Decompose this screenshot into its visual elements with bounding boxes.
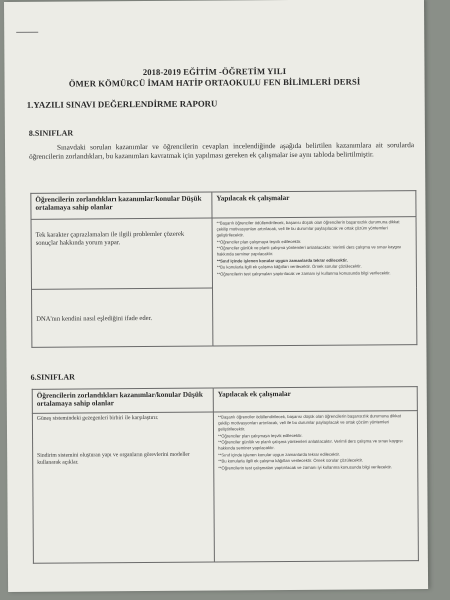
section-6-table: [32, 386, 419, 564]
actions-cell: [213, 411, 418, 562]
table-header-kazanim: Öğrencilerin zorlandıkları kazanımlar/konular Düşük ortalamaya sahip olanlar: [31, 192, 212, 219]
action-item: **Öğrencilerin test çalışmaları yaptırılacak ve zamanı iyi kullanma konusunda bilgi verilecektir.: [216, 269, 391, 277]
pen-mark: [16, 32, 38, 33]
kazanim-cell: [31, 218, 212, 289]
action-item: **Bu konularla ilgili ek çalışma kâğıtları verilecektir. Örnek sorular çözülecektir.: [216, 263, 362, 270]
kazanim-text: Tek karakter çaprazlamaları ile ilgili problemler çözerek sonuçlar hakkında yorum yapar.: [35, 230, 185, 247]
actions-cell: [212, 217, 417, 346]
action-item: **Başarılı öğrenciler ödüllendirilecek, başarısı düşük olan öğrencilerin başarısızlık durumuna dikkat çekilip motivasyonları artırılacak, veli ile bu durumlar paylaşılacak ve ortak çözüm yöntemleri geliştirilecektir.: [216, 219, 400, 238]
document-title-school: ÖMER KÖMÜRCÜ İMAM HATİP ORTAOKULU FEN BİLİMLERİ DERSİ: [68, 76, 361, 89]
action-item: **Başarılı öğrenciler ödüllendirilecek, başarısı düşük olan öğrencilerin başarısızlık durumuna dikkat çekilip motivasyonları artırılacak, veli ile bu durumlar paylaşılacak ve ortak çözüm yöntemleri geliştirilecektir.: [217, 413, 401, 432]
table-header-actions: Yapılacak ek çalışmalar: [212, 191, 416, 218]
kazanim-text: DNA'nın kendini nasıl eşlediğini ifade eder.: [36, 314, 153, 323]
action-item: **Bu konularla ilgili ek çalışma kâğıtları verilecektir. Örnek sorular çözülecektir.: [218, 457, 363, 464]
kazanim-text: Sindirim sistemini oluşturan yapı ve organların görevlerini modeller kullanarak açıklar.: [37, 451, 190, 466]
section-8-table: [30, 190, 417, 348]
kazanim-cell: [32, 288, 213, 347]
kazanim-cell: [32, 412, 214, 563]
table-header-kazanim: Öğrencilerin zorlandıkları kazanımlar/konular Düşük ortalamaya sahip olanlar: [32, 388, 213, 413]
table-header-actions: Yapılacak ek çalışmalar: [213, 387, 417, 412]
action-item: **Öğrenciler günlük ve planlı çalışma yöntemleri anlatılacaktır. Verimli ders çalışma ve sınav kaygısı hakkında seminer yapılacaktır.: [218, 438, 403, 451]
section-8-heading: 8.SINIFLAR: [28, 128, 74, 138]
kazanim-text: Güneş sistemindeki gezegenleri birbiri ile karşılaştırır.: [36, 414, 159, 422]
action-item: **Öğrenciler günlük ve planlı çalışma yöntemleri anlatılacaktır. Verimli ders çalışma ve sınav kaygısı hakkında seminer yapılacaktır.: [216, 244, 402, 257]
action-item: **Sınıf içinde işlenen konular uygun zamanlarda tekrar edilecektir.: [218, 451, 340, 458]
paper-sheet: [4, 0, 428, 592]
report-title: 1.YAZILI SINAVI DEĞERLENDİRME RAPORU: [26, 98, 218, 110]
action-item: **Sınıf içinde işlenen konular uygun zamanlarda tekrar edilecektir.: [216, 257, 348, 264]
action-item: **Öğrenciler plan çalışmaya teşvik edilecektir.: [218, 432, 303, 439]
action-item: **Öğrencilerin test çalışmaları yaptırılacak ve zamanı iyi kullanma konusunda bilgi verilecektir.: [218, 463, 392, 471]
intro-paragraph: Sınavdaki sorulan kazanımlar ve öğrencilerin cevapları incelendiğinde aşağıda belirtilen kazanımlara ait sorularda öğrencilerin zorlandıkları, bu kazanımları kavratmak için yapılması gereken ek çalışmalar ise aynı tabloda belirtilmiştir.: [29, 141, 415, 162]
document-title-year: 2018-2019 EĞİTİM -ÖĞRETİM YILI: [142, 66, 287, 78]
action-item: **Öğrenciler plan çalışmaya teşvik edilecektir.: [216, 238, 302, 245]
section-6-heading: 6.SINIFLAR: [30, 372, 75, 382]
